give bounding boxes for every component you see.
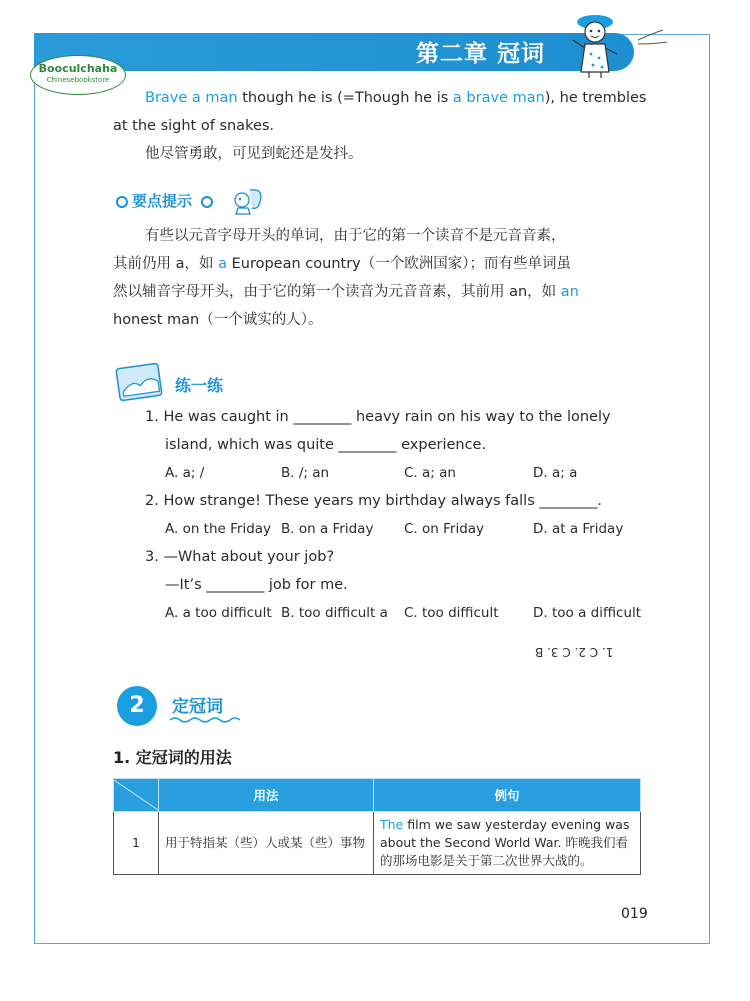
intro-highlight-1: Brave a man	[145, 90, 238, 106]
girl-mascot-icon	[563, 10, 673, 80]
wave-underline-icon	[170, 716, 240, 724]
q2-option-d: D. at a Friday	[533, 521, 624, 537]
table-cell-usage: 用于特指某（些）人或某（些）事物	[159, 812, 374, 875]
section-number-badge: 2	[117, 686, 157, 726]
tip-text-2c: European country（一个欧洲国家）；而有些单词虽	[227, 256, 571, 272]
tip-bullet-icon-2	[201, 196, 213, 208]
q1-option-a: A. a; /	[165, 465, 205, 481]
table-header-row	[114, 779, 641, 812]
q1-option-c: C. a; an	[404, 465, 456, 481]
q1-option-b: B. /; an	[281, 465, 330, 481]
brand-watermark	[30, 55, 126, 95]
tip-highlight-an: an	[560, 284, 579, 300]
intro-text-1: though he is (=Though he is	[237, 90, 453, 106]
page-number: 019	[621, 906, 648, 922]
example-text: film we saw yesterday evening was about the Second World War. 昨晚我们看的那场电影是关于第二次世界大战的。	[380, 817, 630, 868]
usage-table	[113, 778, 641, 875]
brand-sub: Chinesebookstore	[46, 76, 110, 84]
tip-line-1: 有些以元音字母开头的单词，由于它的第一个读音不是元音音素，	[145, 228, 566, 244]
tip-highlight-a: a	[218, 256, 227, 272]
usage-subtitle: 1. 定冠词的用法	[113, 748, 232, 767]
table-cell-example	[374, 812, 641, 875]
tip-text-2a: 其前仍用 a，如	[113, 256, 219, 272]
picture-icon	[114, 360, 166, 402]
table-header-usage: 用法	[159, 779, 374, 812]
question-3-line-2: —It’s ________ job for me.	[165, 577, 348, 593]
intro-line-3: 他尽管勇敢，可见到蛇还是发抖。	[145, 146, 363, 162]
q3-option-c: C. too difficult	[404, 605, 499, 621]
tip-text-3a: 然以辅音字母开头，由于它的第一个读音为元音音素，其前用 an，如	[113, 284, 561, 300]
chapter-title: 第二章 冠词	[416, 41, 546, 67]
tip-line-3	[113, 278, 579, 306]
table-cell-num: 1	[114, 812, 159, 875]
question-1-line-2: island, which was quite ________ experience.	[165, 437, 487, 453]
table-corner-cell	[114, 779, 159, 812]
q2-option-c: C. on Friday	[404, 521, 485, 537]
q2-option-b: B. on a Friday	[281, 521, 374, 537]
practice-title: 练一练	[175, 376, 224, 395]
tip-title: 要点提示	[132, 192, 193, 210]
question-1-line-1: 1. He was caught in ________ heavy rain on his way to the lonely	[145, 409, 611, 425]
q1-option-d: D. a; a	[533, 465, 578, 481]
tip-bullet-icon	[116, 196, 128, 208]
intro-line-2: at the sight of snakes.	[113, 118, 275, 134]
example-highlight: The	[380, 817, 404, 832]
answer-key-upside-down: 1. C 2. C 3. B	[535, 645, 614, 659]
q2-option-a: A. on the Friday	[165, 521, 272, 537]
q3-option-d: D. too a difficult	[533, 605, 642, 621]
diagonal-line-icon	[114, 780, 158, 810]
squirrel-icon	[230, 186, 264, 216]
brand-name: Booculchaha	[38, 62, 118, 75]
tip-line-4: honest man（一个诚实的人）。	[113, 312, 323, 328]
q3-option-a: A. a too difficult	[165, 605, 272, 621]
tip-heading	[116, 190, 217, 211]
intro-line-1	[145, 84, 646, 112]
table-row	[114, 812, 641, 875]
intro-text-2: ), he trembles	[544, 90, 647, 106]
tip-line-2	[113, 250, 571, 278]
question-2-line-1: 2. How strange! These years my birthday always falls ________.	[145, 493, 602, 509]
section-title: 定冠词	[172, 697, 223, 717]
table-header-example: 例句	[374, 779, 641, 812]
q3-option-b: B. too difficult a	[281, 605, 388, 621]
intro-highlight-2: a brave man	[452, 90, 545, 106]
question-3-line-1: 3. —What about your job?	[145, 549, 335, 565]
